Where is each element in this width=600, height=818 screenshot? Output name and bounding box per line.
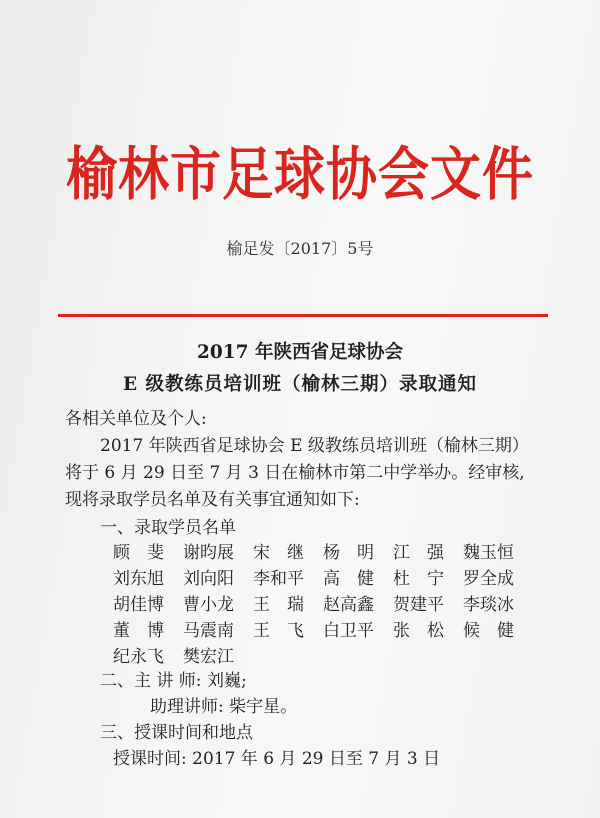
assistant-lecturer: 助理讲师: 柴宇星。 (150, 697, 298, 717)
class-time: 授课时间: 2017 年 6 月 29 日至 7 月 3 日 (113, 749, 441, 769)
notice-title-line-1: 2017 年陕西省足球协会 (197, 342, 403, 363)
student-name: 董 博 (113, 621, 164, 641)
salutation: 各相关单位及个人: (65, 409, 207, 429)
student-name: 谢昀展 (183, 543, 234, 563)
student-name: 白卫平 (323, 621, 374, 641)
student-name: 樊宏江 (183, 647, 234, 667)
student-row (113, 642, 523, 666)
student-name: 张 松 (393, 621, 444, 641)
student-name: 赵高鑫 (323, 595, 374, 615)
document-header-title: 榆林市足球协会文件 (65, 142, 534, 209)
student-name: 王 瑞 (253, 595, 304, 615)
student-row (113, 538, 523, 562)
student-name: 刘向阳 (183, 569, 234, 589)
paragraph-line-3: 现将录取学员名单及有关事宜通知如下: (65, 490, 360, 510)
document-number: 榆足发〔2017〕5号 (226, 239, 374, 258)
student-name: 宋 继 (253, 543, 304, 563)
student-name: 李琰冰 (463, 595, 514, 615)
red-divider-line (58, 314, 548, 317)
student-name: 纪永飞 (113, 647, 164, 667)
section-3-heading: 三、授课时间和地点 (100, 723, 253, 743)
student-name: 曹小龙 (183, 595, 234, 615)
student-name: 马震南 (183, 621, 234, 641)
student-name: 罗全成 (463, 569, 514, 589)
student-name: 贺建平 (393, 595, 444, 615)
section-1-heading: 一、录取学员名单 (100, 518, 236, 538)
student-name: 胡佳博 (113, 595, 164, 615)
student-name: 杜 宁 (393, 569, 444, 589)
student-name: 李和平 (253, 569, 304, 589)
student-row (113, 564, 523, 588)
paragraph-line-2: 将于 6 月 29 日至 7 月 3 日在榆林市第二中学举办。经审核, (65, 463, 525, 483)
student-name: 江 强 (393, 543, 444, 563)
student-name: 候 健 (463, 621, 514, 641)
student-row (113, 616, 523, 640)
student-name: 魏玉恒 (463, 543, 514, 563)
section-2-heading: 二、主 讲 师: 刘巍; (100, 671, 247, 691)
notice-title-line-2: E 级教练员培训班（榆林三期）录取通知 (122, 374, 478, 395)
student-name: 刘东旭 (113, 569, 164, 589)
paragraph-line-1: 2017 年陕西省足球协会 E 级教练员培训班（榆林三期） (100, 436, 529, 456)
student-name: 王 飞 (253, 621, 304, 641)
student-row (113, 590, 523, 614)
student-name: 顾 斐 (113, 543, 164, 563)
student-name: 高 健 (323, 569, 374, 589)
student-name: 杨 明 (323, 543, 374, 563)
